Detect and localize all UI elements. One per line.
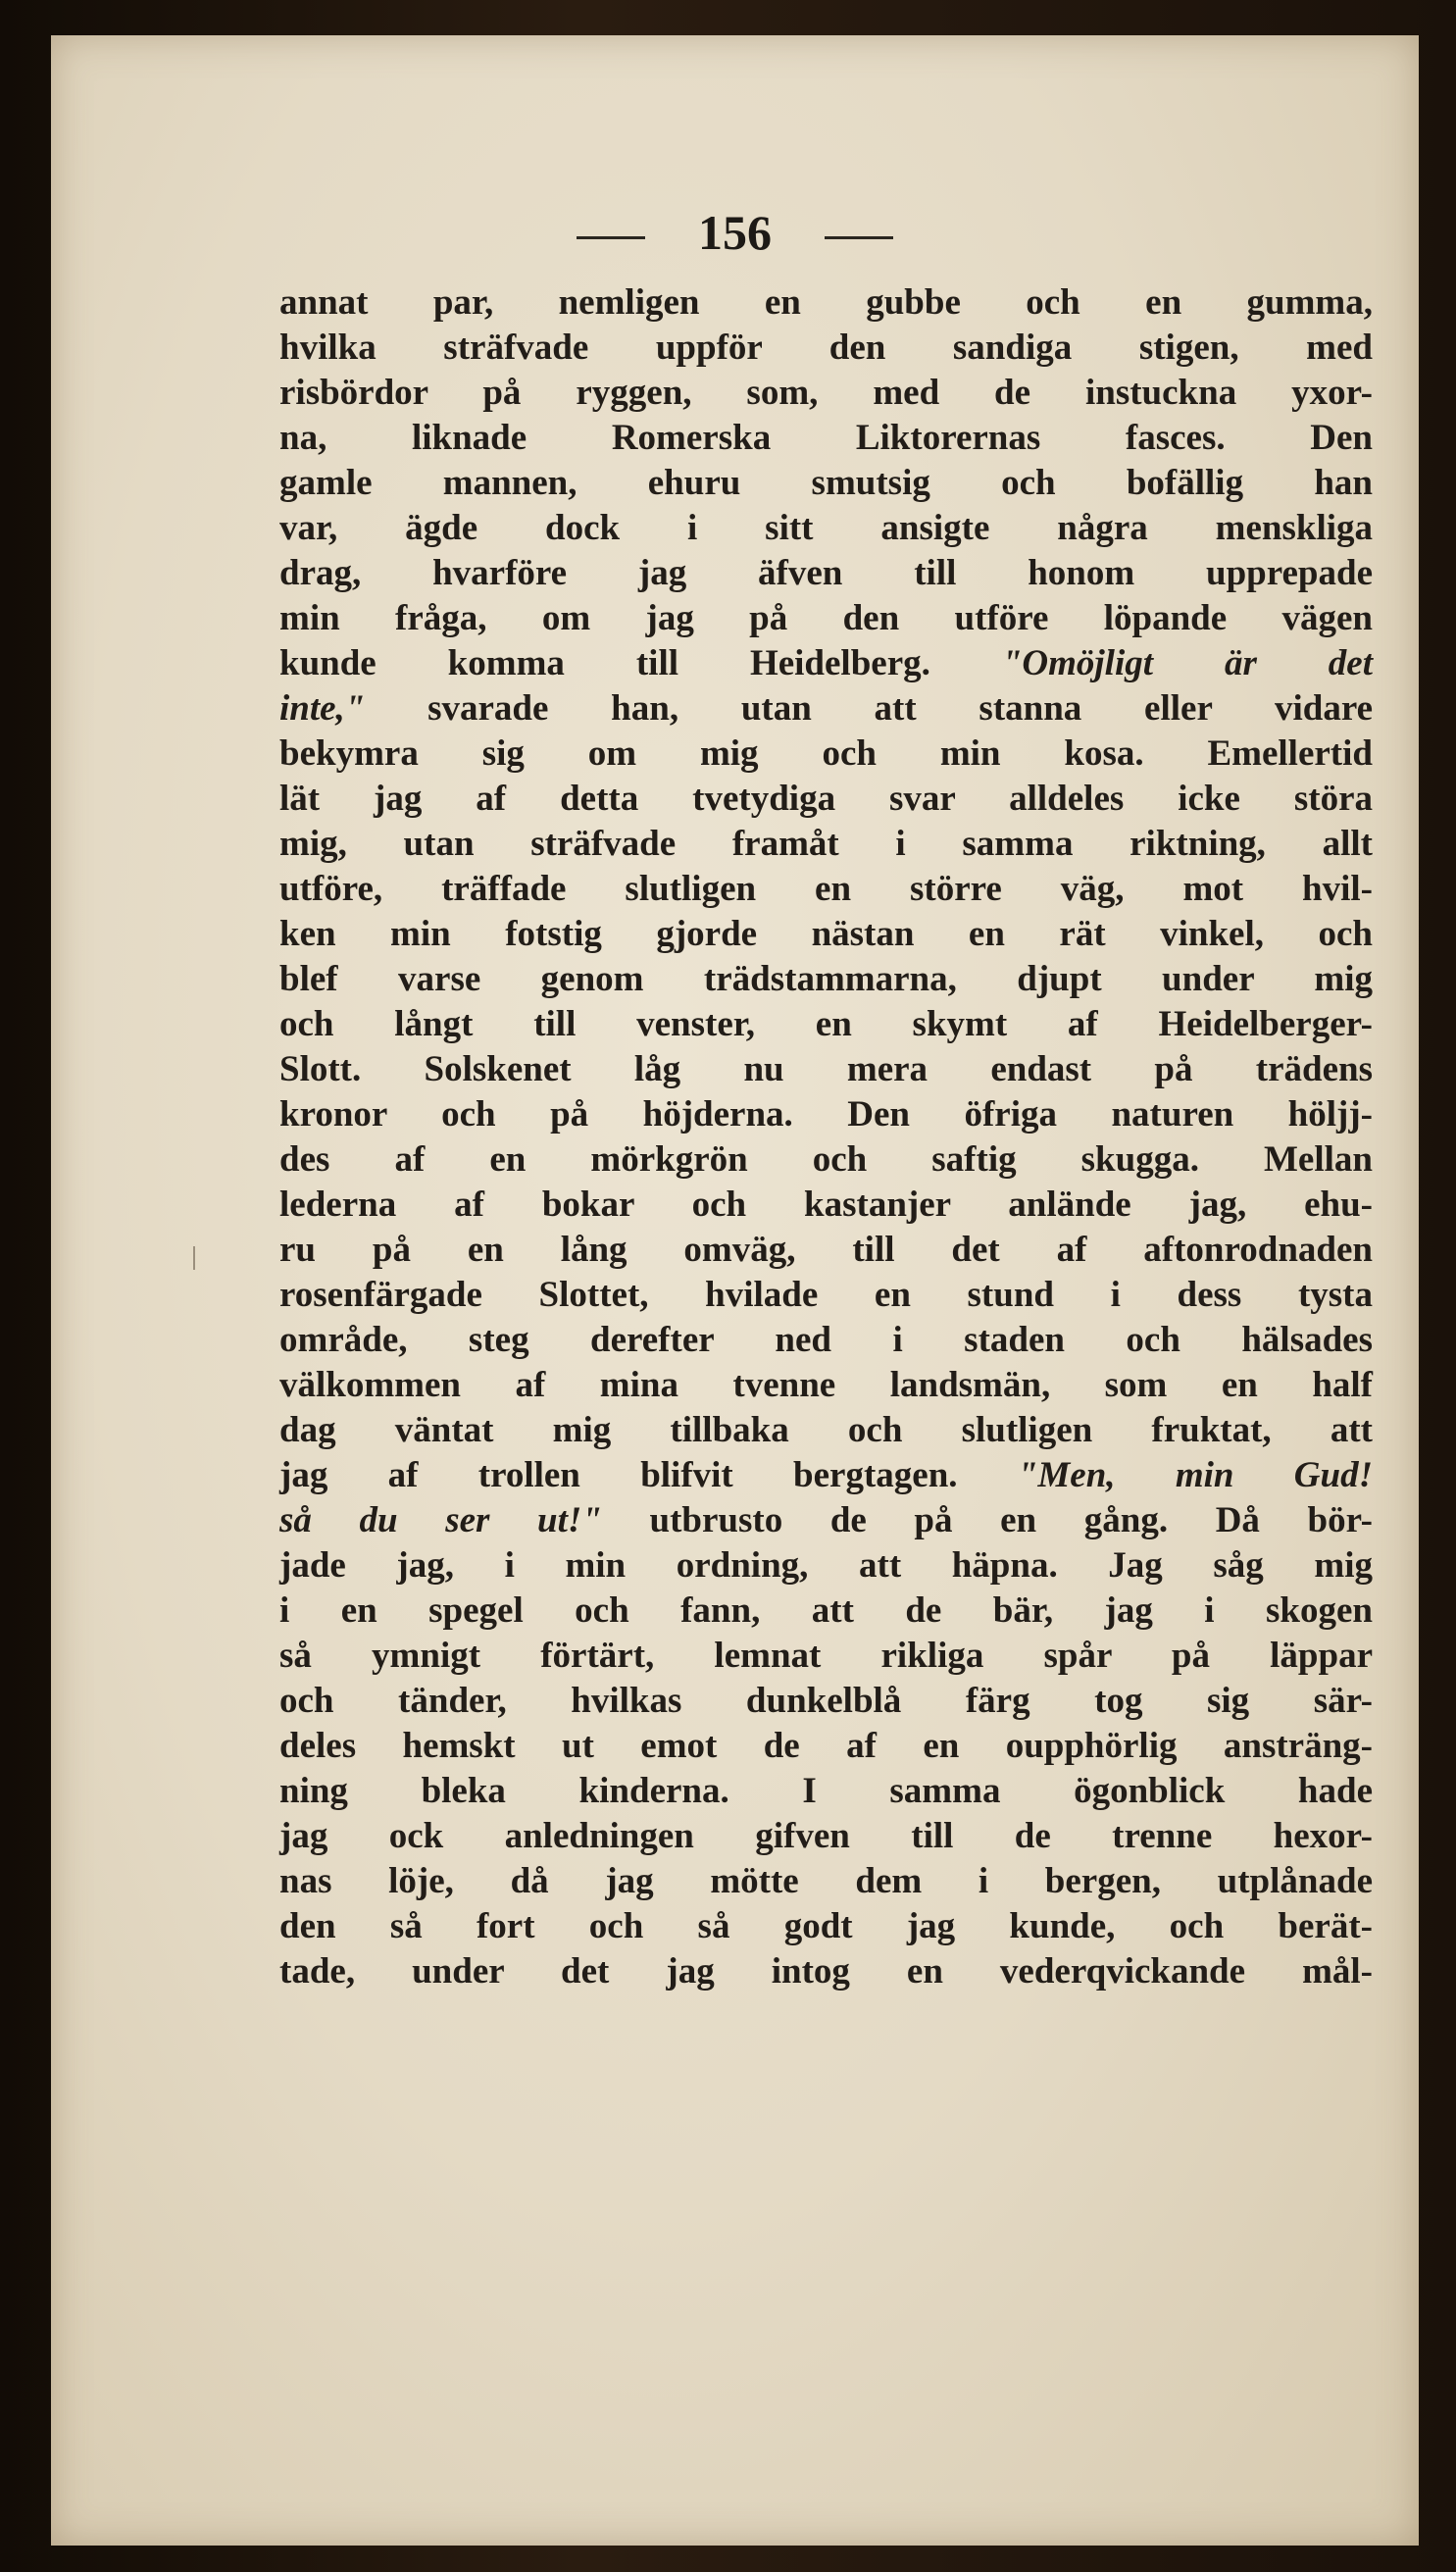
text-run: bekymra sig om mig och min kosa. Emellertid <box>279 733 1373 774</box>
text-line <box>279 1047 1373 1092</box>
text-line <box>279 506 1373 551</box>
text-run: var, ägde dock i sitt ansigte några menskliga <box>279 508 1373 548</box>
text-line <box>279 1634 1373 1679</box>
text-line <box>279 1137 1373 1183</box>
text-run: jag ock anledningen gifven till de trenne hexor- <box>279 1816 1373 1856</box>
text-line <box>279 1498 1373 1543</box>
text-run: lederna af bokar och kastanjer anlände jag, ehu- <box>279 1185 1373 1225</box>
text-line <box>279 1814 1373 1859</box>
text-run: blef varse genom trädstammarna, djupt under mig <box>279 959 1373 999</box>
text-run: na, liknade Romerska Liktorernas fasces. Den <box>279 418 1373 458</box>
text-run: min fråga, om jag på den utföre löpande vägen <box>279 598 1373 638</box>
text-run: mig, utan sträfvade framåt i samma riktning, allt <box>279 824 1373 864</box>
text-line <box>279 1363 1373 1408</box>
page-header <box>51 204 1419 261</box>
text-line <box>279 551 1373 596</box>
text-line <box>279 957 1373 1002</box>
text-line <box>279 1318 1373 1363</box>
text-run: des af en mörkgrön och saftig skugga. Mellan <box>279 1139 1373 1180</box>
text-line <box>279 686 1373 731</box>
text-line <box>279 1228 1373 1273</box>
italic-quote: "Men, min Gud! <box>1017 1455 1373 1495</box>
text-line <box>279 280 1373 326</box>
text-line <box>279 731 1373 777</box>
header-dash-left <box>577 236 645 239</box>
text-line <box>279 1769 1373 1814</box>
text-run: deles hemskt ut emot de af en oupphörlig ansträng- <box>279 1726 1373 1766</box>
text-line <box>279 1002 1373 1047</box>
text-line <box>279 1543 1373 1589</box>
header-dash-right <box>825 236 893 239</box>
text-run: ru på en lång omväg, till det af aftonrodnaden <box>279 1230 1373 1270</box>
italic-quote: inte," <box>279 688 366 729</box>
text-run: ning bleka kinderna. I samma ögonblick hade <box>279 1771 1373 1811</box>
page-number: 156 <box>698 205 772 260</box>
text-line <box>279 912 1373 957</box>
text-run: område, steg derefter ned i staden och hälsades <box>279 1320 1373 1360</box>
text-run: kunde komma till Heidelberg. <box>279 643 1002 683</box>
text-line <box>279 1408 1373 1453</box>
text-line <box>279 641 1373 686</box>
text-line <box>279 461 1373 506</box>
text-line <box>279 1183 1373 1228</box>
text-run: och långt till venster, en skymt af Heidelberger- <box>279 1004 1373 1044</box>
text-run: lät jag af detta tvetydiga svar alldeles icke störa <box>279 779 1373 819</box>
text-run: gamle mannen, ehuru smutsig och bofällig han <box>279 463 1373 503</box>
text-run: Slott. Solskenet låg nu mera endast på trädens <box>279 1049 1373 1089</box>
text-run: kronor och på höjderna. Den öfriga naturen höljj- <box>279 1094 1373 1135</box>
body-text <box>279 280 1373 1994</box>
text-line <box>279 1679 1373 1724</box>
text-line <box>279 371 1373 416</box>
text-run: jag af trollen blifvit bergtagen. <box>279 1455 1018 1495</box>
margin-mark <box>193 1246 195 1270</box>
text-line <box>279 1453 1373 1498</box>
text-run: risbördor på ryggen, som, med de instuckna yxor- <box>279 373 1373 413</box>
text-line <box>279 822 1373 867</box>
text-run: tade, under det jag intog en vederqvickande mål- <box>279 1951 1373 1992</box>
text-run: rosenfärgade Slottet, hvilade en stund i dess tysta <box>279 1275 1373 1315</box>
text-line <box>279 326 1373 371</box>
text-run: så ymnigt förtärt, lemnat rikliga spår på läppar <box>279 1636 1373 1676</box>
text-run: hvilka sträfvade uppför den sandiga stigen, med <box>279 328 1373 368</box>
italic-quote: så du ser ut!" <box>279 1500 602 1540</box>
text-run: utbrusto de på en gång. Då bör- <box>601 1500 1373 1540</box>
text-line <box>279 1949 1373 1994</box>
text-line <box>279 596 1373 641</box>
italic-quote: "Omöjligt är det <box>1001 643 1373 683</box>
text-run: den så fort och så godt jag kunde, och berät- <box>279 1906 1373 1946</box>
text-line <box>279 416 1373 461</box>
text-run: utföre, träffade slutligen en större väg, mot hvil- <box>279 869 1373 909</box>
text-run: nas löje, då jag mötte dem i bergen, utplånade <box>279 1861 1373 1901</box>
text-line <box>279 1273 1373 1318</box>
text-run: drag, hvarföre jag äfven till honom upprepade <box>279 553 1373 593</box>
text-run: jade jag, i min ordning, att häpna. Jag såg mig <box>279 1545 1373 1586</box>
text-run: annat par, nemligen en gubbe och en gumma, <box>279 282 1373 323</box>
text-line <box>279 1092 1373 1137</box>
text-run: i en spegel och fann, att de bär, jag i skogen <box>279 1590 1373 1631</box>
text-line <box>279 1859 1373 1904</box>
text-run: dag väntat mig tillbaka och slutligen fruktat, att <box>279 1410 1373 1450</box>
text-run: välkommen af mina tvenne landsmän, som en half <box>279 1365 1373 1405</box>
text-line <box>279 1724 1373 1769</box>
text-line <box>279 1589 1373 1634</box>
text-run: ken min fotstig gjorde nästan en rät vinkel, och <box>279 914 1373 954</box>
text-line <box>279 777 1373 822</box>
text-line <box>279 1904 1373 1949</box>
text-run: och tänder, hvilkas dunkelblå färg tog sig sär- <box>279 1681 1373 1721</box>
text-line <box>279 867 1373 912</box>
text-run: svarade han, utan att stanna eller vidare <box>365 688 1373 729</box>
